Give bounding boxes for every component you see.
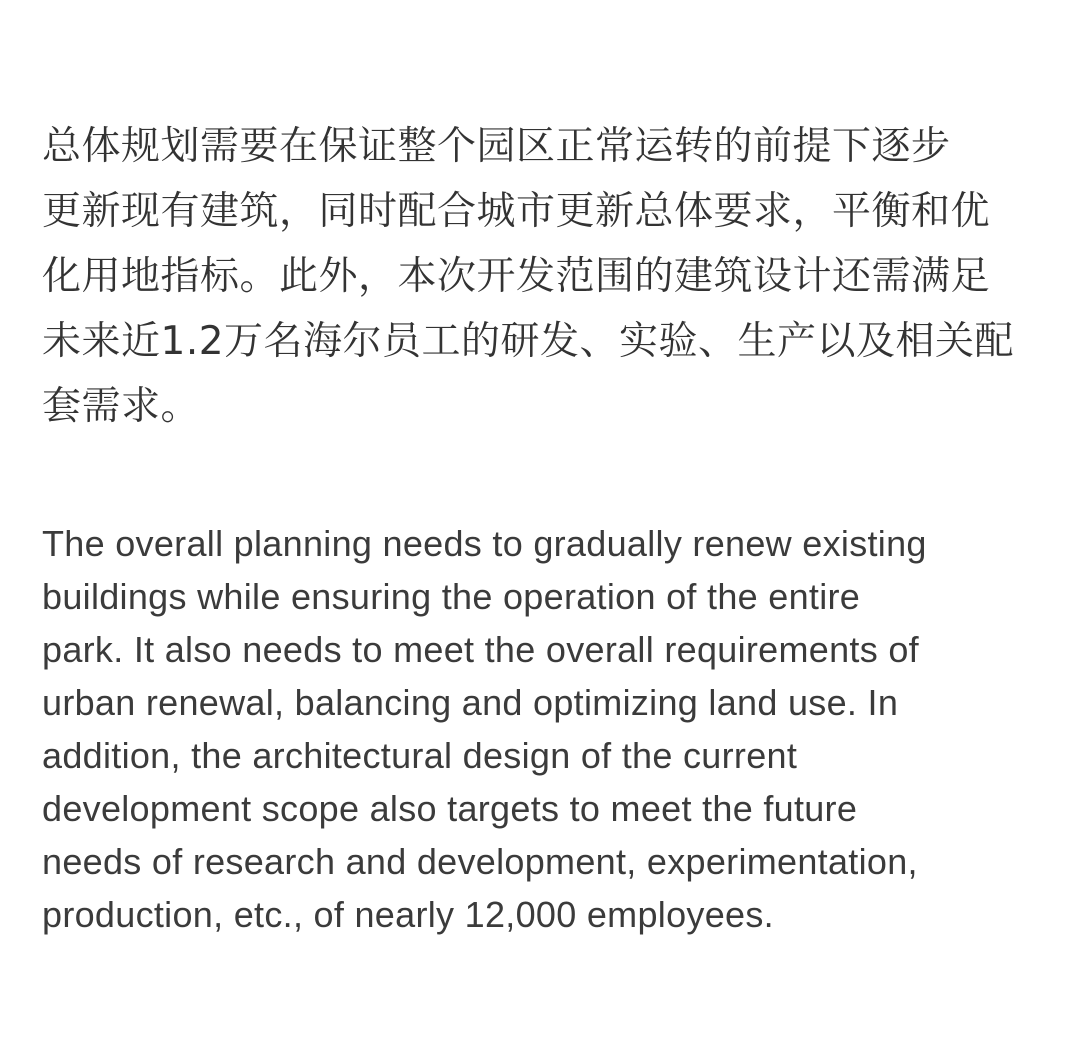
chinese-line: 化用地指标。此外，本次开发范围的建筑设计还需满足 bbox=[42, 254, 991, 299]
english-line: buildings while ensuring the operation of the entire bbox=[42, 576, 861, 617]
chinese-line: 套需求。 bbox=[42, 384, 201, 429]
english-line: development scope also targets to meet the future bbox=[42, 788, 858, 829]
chinese-line: 未来近1.2万名海尔员工的研发、实验、生产以及相关配 bbox=[42, 319, 1015, 364]
english-line: park. It also needs to meet the overall requirements of bbox=[42, 629, 919, 670]
chinese-line: 总体规划需要在保证整个园区正常运转的前提下逐步 bbox=[42, 124, 951, 169]
english-line: needs of research and development, experimentation, bbox=[42, 841, 918, 882]
chinese-line: 更新现有建筑，同时配合城市更新总体要求，平衡和优 bbox=[42, 189, 991, 234]
english-line: urban renewal, balancing and optimizing land use. In bbox=[42, 682, 899, 723]
english-paragraph bbox=[42, 517, 1042, 941]
chinese-paragraph bbox=[42, 114, 1042, 439]
english-line: production, etc., of nearly 12,000 employees. bbox=[42, 894, 774, 935]
english-line: The overall planning needs to gradually renew existing bbox=[42, 523, 927, 564]
english-line: addition, the architectural design of the current bbox=[42, 735, 798, 776]
